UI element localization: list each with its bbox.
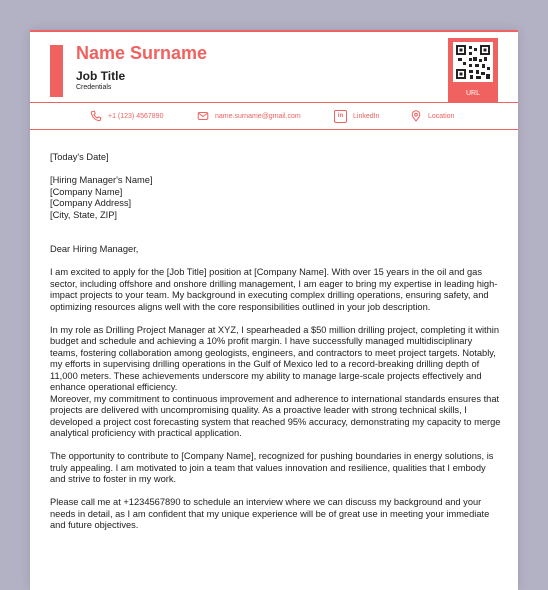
paragraph: Please call me at +1234567890 to schedule an interview where we can discuss my background and your needs in detail, as I am confident that my unique experience will be of great use in meeting your immediate and future objectives. <box>50 497 490 530</box>
contact-location[interactable] <box>410 109 454 123</box>
top-accent-rule <box>30 30 518 32</box>
paragraph: Moreover, my commitment to continuous improvement and adherence to international standards ensures that projects are delivered with uncompromising quality. As a proactive leader with strong technical skills, I developed a project cost forecasting system that reached 95% accuracy, demonstrating my capacity to merge analytical proficiency with practical application. <box>50 393 501 438</box>
linkedin-text: LinkedIn <box>353 112 380 120</box>
recipient-line: [Company Name] <box>50 186 123 197</box>
qr-code-icon <box>453 42 493 82</box>
letter-body <box>50 152 502 532</box>
recipient-line: [City, State, ZIP] <box>50 209 117 220</box>
candidate-name: Name Surname <box>76 43 208 63</box>
phone-icon <box>90 110 102 122</box>
location-text: Location <box>428 112 455 120</box>
recipient-line: [Hiring Manager's Name] <box>50 175 153 185</box>
linkedin-icon: in <box>334 110 347 123</box>
salutation: Dear Hiring Manager, <box>50 244 139 254</box>
contact-rule-bottom <box>30 129 518 130</box>
envelope-icon <box>197 110 209 122</box>
header-accent-bar <box>50 45 63 97</box>
contact-linkedin[interactable] <box>334 109 379 123</box>
location-pin-icon <box>410 110 422 122</box>
job-title: Job Title <box>76 69 126 83</box>
qr-code-block[interactable] <box>448 38 498 102</box>
qr-url-label: URL <box>465 90 480 97</box>
recipient-line: [Company Address] <box>50 198 132 208</box>
contact-phone[interactable] <box>90 109 163 123</box>
email-text: name.surname@gmail.com <box>215 112 301 120</box>
phone-text: +1 (123) 4567890 <box>108 112 164 120</box>
letter-date: [Today's Date] <box>50 152 109 162</box>
contact-rule-top <box>30 102 518 103</box>
contact-email[interactable] <box>197 109 301 123</box>
document-page <box>30 30 518 590</box>
paragraph: The opportunity to contribute to [Company Name], recognized for pushing boundaries in energy solutions, is truly appealing. I am motivated to join a team that values innovation and resilience, qualities that I embody and strive to foster in my work. <box>50 451 494 484</box>
paragraph: I am excited to apply for the [Job Title] position at [Company Name]. With over 15 years in the oil and gas sector, including offshore and onshore drilling management, I am eager to bring my expertise in leading high-impact projects to your team. My background in executing complex drilling operations, ensuring safety, and optimizing resources aligns well with the core responsibilities outlined in your job description. <box>50 267 498 312</box>
credentials: Credentials <box>76 84 112 91</box>
paragraph: In my role as Drilling Project Manager at XYZ, I spearheaded a $50 million drilling project, completing it within budget and schedule and achieving a 10% profit margin. I have successfully managed multidisciplinary teams, fostering collaboration among geologists, engineers, and contractors to meet project targets. Notably, my efforts in supervising drilling operations in the Gulf of Mexico led to a record-breaking drilling depth of 11,000 meters. These achievements underscore my ability to manage large-scale projects effectively and enhance operational efficiency. <box>50 324 500 392</box>
